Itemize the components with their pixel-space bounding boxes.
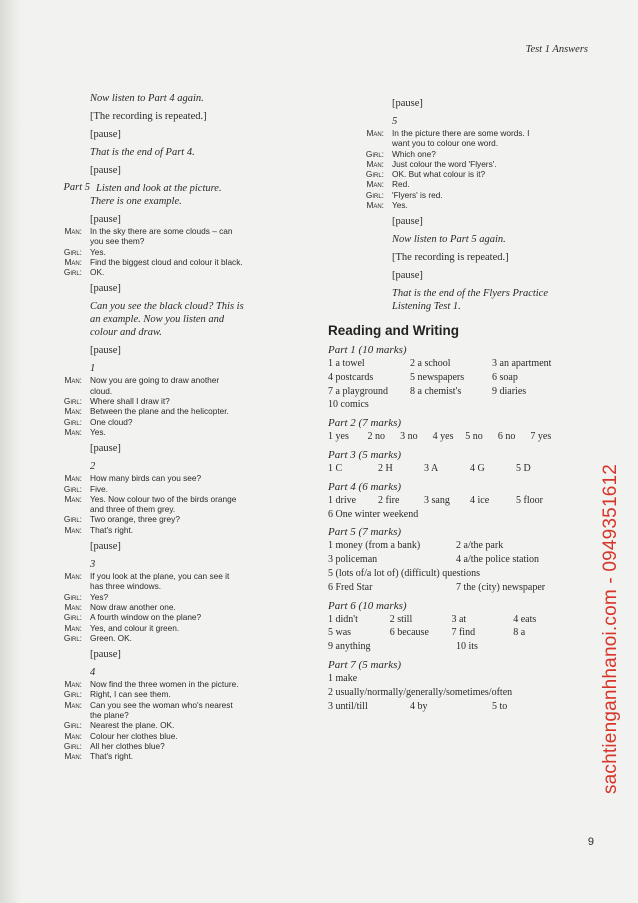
answer-row <box>328 553 563 567</box>
section-title: Reading and Writing <box>328 323 459 339</box>
part-title: Part 6 (10 marks) <box>328 599 407 612</box>
speaker-label: Man: <box>64 473 82 484</box>
speaker-label: Girl: <box>63 514 82 525</box>
dialogue-text: Can you see the woman who's nearest <box>90 699 233 710</box>
speaker-label: Man: <box>64 226 82 236</box>
dialogue-line <box>34 267 325 277</box>
dialogue-text: Just colour the word 'Flyers'. <box>392 158 497 169</box>
speaker-label <box>34 504 90 514</box>
answer-item: 3 no <box>400 431 418 443</box>
answer-item: 3 at <box>451 613 467 625</box>
dialogue-text: you see them? <box>90 236 145 247</box>
watermark-text: sachtienganhhanoi.com - 0949351612 <box>600 463 621 795</box>
dialogue-line <box>34 396 325 406</box>
dialogue-line <box>34 751 325 761</box>
answer-item: 1 didn't <box>328 613 358 625</box>
speaker-label: Girl: <box>63 720 82 731</box>
dialogue-line <box>328 159 563 169</box>
instruction-text: That is the end of the Flyers Practice <box>392 288 549 300</box>
answer-item: 7 find <box>451 627 476 639</box>
answer-item: 5 newspapers <box>410 371 465 383</box>
dialogue-text: Green. OK. <box>90 632 132 643</box>
dialogue-line <box>328 149 563 159</box>
dialogue-text: One cloud? <box>90 416 133 427</box>
listening-continuation <box>328 97 563 313</box>
instruction-text: That is the end of Part 4. <box>90 147 195 158</box>
dialogue-line <box>34 473 325 483</box>
part-label: Part 5 <box>63 182 90 193</box>
dialogue-line <box>34 504 325 514</box>
answer-row <box>328 672 563 686</box>
answer-item: 9 diaries <box>492 385 527 397</box>
instruction-text: There is one example. <box>90 196 182 207</box>
stage-direction: [pause] <box>392 270 423 282</box>
speaker-label <box>34 386 90 396</box>
dialogue-line <box>34 494 325 504</box>
answer-item: 6 Fred Star <box>328 581 373 593</box>
answer-row <box>328 567 563 581</box>
part-title: Part 3 (5 marks) <box>328 448 402 461</box>
dialogue-text: That's right. <box>90 751 134 762</box>
answer-item: 3 policeman <box>328 554 378 566</box>
answer-row <box>328 613 563 627</box>
answer-row <box>328 385 563 399</box>
question-number: 3 <box>90 559 96 571</box>
dialogue-text: Two orange, three grey? <box>90 514 180 525</box>
answer-item: 8 a <box>513 627 526 639</box>
dialogue-line <box>34 689 325 699</box>
instruction-text: Now listen to Part 4 again. <box>90 93 204 104</box>
answer-item: 1 money (from a bank) <box>328 540 421 552</box>
speaker-label: Man: <box>64 622 82 633</box>
stage-direction: [pause] <box>90 345 121 357</box>
dialogue-line <box>34 375 325 385</box>
answer-row <box>328 626 563 640</box>
speaker-label: Girl: <box>63 591 82 602</box>
dialogue-line <box>328 169 563 179</box>
speaker-label: Man: <box>64 493 82 504</box>
dialogue-text: Now find the three women in the picture. <box>90 679 239 690</box>
dialogue-text: Between the plane and the helicopter. <box>90 406 229 417</box>
speaker-label: Man: <box>64 406 82 417</box>
watermark <box>591 418 631 838</box>
answer-item: 4 by <box>410 700 428 712</box>
dialogue-line <box>34 679 325 689</box>
speaker-label: Man: <box>64 699 82 710</box>
dialogue-line <box>34 720 325 730</box>
dialogue-line <box>34 427 325 437</box>
answer-item: 10 its <box>456 641 478 653</box>
answer-item: 4 yes <box>432 431 454 443</box>
stage-direction: [pause] <box>90 283 121 295</box>
speaker-label <box>34 236 90 246</box>
dialogue-line <box>34 623 325 633</box>
dialogue-line <box>34 633 325 643</box>
answer-item: 5 D <box>516 462 531 474</box>
instruction-text: an example. Now you listen and <box>90 314 225 326</box>
answer-item: 4 eats <box>513 613 537 625</box>
dialogue-text: Now you are going to draw another <box>90 375 220 386</box>
answer-row <box>328 581 563 595</box>
dialogue-line <box>328 179 563 189</box>
dialogue-text: has three windows. <box>90 581 162 592</box>
answer-item: 4 a/the police station <box>456 554 540 566</box>
part-title: Part 4 (6 marks) <box>328 480 402 493</box>
dialogue-text: Yes, and colour it green. <box>90 622 180 633</box>
dialogue-text: Now draw another one. <box>90 601 176 612</box>
answer-row <box>328 686 563 700</box>
answer-item: 5 to <box>492 700 508 712</box>
answer-row <box>328 462 563 476</box>
dialogue-line <box>34 741 325 751</box>
dialogue-text: Which one? <box>392 148 436 159</box>
dialogue-line <box>34 417 325 427</box>
stage-direction: [pause] <box>392 98 423 109</box>
speaker-label: Man: <box>64 751 82 762</box>
answer-item: 7 yes <box>530 431 552 443</box>
answer-row <box>328 398 563 412</box>
stage-direction: [pause] <box>90 165 121 176</box>
question-number: 5 <box>392 116 398 127</box>
answer-item: 1 C <box>328 462 343 474</box>
answer-item: 3 until/till <box>328 700 368 712</box>
answer-row <box>328 494 563 508</box>
answer-item: 5 no <box>465 431 483 443</box>
speaker-label <box>34 581 90 591</box>
dialogue-text: Where shall I draw it? <box>90 396 170 407</box>
dialogue-line <box>34 710 325 720</box>
left-column <box>63 92 325 762</box>
answer-item: 1 a towel <box>328 357 365 369</box>
speaker-label: Man: <box>64 601 82 612</box>
dialogue-line <box>328 190 563 200</box>
answer-row <box>328 700 563 714</box>
speaker-label: Girl: <box>365 169 384 180</box>
answer-item: 6 One winter weekend <box>328 508 419 520</box>
answer-item: 2 fire <box>378 494 400 506</box>
answer-item: 2 a school <box>410 357 451 369</box>
answer-item: 2 still <box>389 613 413 625</box>
page-header: Test 1 Answers <box>525 44 588 55</box>
answer-item: 6 soap <box>492 371 518 383</box>
answer-row <box>328 371 563 385</box>
dialogue-text: In the sky there are some clouds – can <box>90 226 233 236</box>
dialogue-line <box>34 386 325 396</box>
stage-direction: [pause] <box>90 443 121 455</box>
speaker-label: Man: <box>366 200 384 211</box>
speaker-label: Girl: <box>63 396 82 407</box>
dialogue-line <box>328 138 563 148</box>
dialogue-text: All her clothes blue? <box>90 740 165 751</box>
dialogue-text: How many birds can you see? <box>90 473 202 484</box>
answer-item: 2 a/the park <box>456 540 504 552</box>
answer-item: 5 floor <box>516 494 543 506</box>
stage-direction: [pause] <box>392 216 423 228</box>
dialogue-line <box>34 484 325 494</box>
speaker-label <box>34 710 90 720</box>
part-title: Part 7 (5 marks) <box>328 658 402 671</box>
speaker-label: Girl: <box>63 246 82 257</box>
stage-direction: [pause] <box>90 541 121 553</box>
answer-item: 1 drive <box>328 494 357 506</box>
dialogue-text: 'Flyers' is red. <box>392 189 443 200</box>
answer-row <box>328 539 563 553</box>
dialogue-line <box>34 592 325 602</box>
stage-direction: [The recording is repeated.] <box>392 252 509 264</box>
dialogue-line <box>34 571 325 581</box>
speaker-label: Girl: <box>63 267 82 278</box>
speaker-label: Man: <box>366 179 384 190</box>
instruction-text: Listen and look at the picture. <box>96 183 222 194</box>
answer-item: 5 was <box>328 627 352 639</box>
dialogue-text: In the picture there are some words. I <box>392 128 530 138</box>
speaker-label: Man: <box>64 679 82 690</box>
dialogue-text: Yes? <box>90 591 109 602</box>
dialogue-line <box>34 700 325 710</box>
speaker-label: Man: <box>366 128 384 138</box>
answer-item: 6 because <box>389 627 429 639</box>
answer-item: 3 an apartment <box>492 357 552 369</box>
dialogue-text: cloud. <box>90 385 113 396</box>
answer-row <box>328 640 563 654</box>
instruction-text: Listening Test 1. <box>392 301 461 313</box>
speaker-label <box>328 138 392 148</box>
answer-item: 7 a playground <box>328 385 388 397</box>
answer-item: 4 postcards <box>328 371 374 383</box>
dialogue-line <box>34 236 325 246</box>
speaker-label: Man: <box>64 256 82 267</box>
answer-row <box>328 430 563 444</box>
speaker-label: Man: <box>64 524 82 535</box>
dialogue-line <box>34 406 325 416</box>
dialogue-text: Five. <box>90 483 108 494</box>
dialogue-line <box>328 128 563 138</box>
question-number: 2 <box>90 461 96 473</box>
dialogue-text: Yes. Now colour two of the birds orange <box>90 493 237 504</box>
dialogue-text: Yes. <box>90 426 106 437</box>
part-title: Part 5 (7 marks) <box>328 526 402 539</box>
answer-item: 1 yes <box>328 431 349 443</box>
instruction-text: Now listen to Part 5 again. <box>392 234 506 246</box>
dialogue-line <box>34 257 325 267</box>
stage-direction: [pause] <box>90 214 121 225</box>
dialogue-line <box>34 612 325 622</box>
answer-item: 1 make <box>328 672 358 684</box>
right-column <box>328 92 563 713</box>
part-title: Part 2 (7 marks) <box>328 417 402 430</box>
answer-item: 2 H <box>378 462 393 474</box>
instruction-text: Can you see the black cloud? This is <box>90 301 244 313</box>
answer-item: 2 no <box>367 431 385 443</box>
speaker-label: Man: <box>64 730 82 741</box>
answer-item: 5 (lots of/a lot of) (difficult) questions <box>328 567 481 579</box>
dialogue-text: Yes. <box>90 246 106 257</box>
dialogue-text: Yes. <box>392 200 408 211</box>
answer-item: 9 anything <box>328 641 371 653</box>
answer-item: 4 G <box>470 462 485 474</box>
dialogue-text: and three of them grey. <box>90 504 176 515</box>
speaker-label: Girl: <box>63 740 82 751</box>
answer-item: 3 A <box>424 462 439 474</box>
speaker-label: Girl: <box>63 483 82 494</box>
speaker-label: Girl: <box>63 689 82 700</box>
answer-item: 6 no <box>497 431 516 443</box>
dialogue-text: OK. <box>90 267 105 278</box>
speaker-label: Man: <box>64 571 82 582</box>
answer-item: 7 the (city) newspaper <box>456 581 546 593</box>
dialogue-text: If you look at the plane, you can see it <box>90 571 230 582</box>
book-spine-shadow <box>0 0 22 903</box>
dialogue-line <box>34 581 325 591</box>
speaker-label: Girl: <box>365 148 384 159</box>
dialogue-text: OK. But what colour is it? <box>392 169 486 180</box>
dialogue-text: Nearest the plane. OK. <box>90 720 175 731</box>
answer-item: 4 ice <box>470 494 490 506</box>
answer-item: 10 comics <box>328 399 369 411</box>
stage-direction: [pause] <box>90 129 121 140</box>
dialogue-text: Right, I can see them. <box>90 689 171 700</box>
dialogue-text: Find the biggest cloud and colour it black. <box>90 256 243 267</box>
dialogue-line <box>34 226 325 236</box>
answer-item: 2 usually/normally/generally/sometimes/often <box>328 686 513 698</box>
speaker-label: Man: <box>64 375 82 386</box>
dialogue-line <box>34 731 325 741</box>
dialogue-line <box>34 514 325 524</box>
dialogue-text: A fourth window on the plane? <box>90 612 202 623</box>
part-title: Part 1 (10 marks) <box>328 343 407 356</box>
question-number: 1 <box>90 363 96 375</box>
page-number: 9 <box>587 836 594 848</box>
dialogue-text: Red. <box>392 179 410 190</box>
answer-item: 8 a chemist's <box>410 385 462 397</box>
dialogue-line <box>34 602 325 612</box>
speaker-label: Girl: <box>365 189 384 200</box>
dialogue-text: Colour her clothes blue. <box>90 730 178 741</box>
stage-direction: [pause] <box>90 649 121 661</box>
speaker-label: Girl: <box>63 416 82 427</box>
answer-item: 3 sang <box>424 494 450 506</box>
answer-row <box>328 508 563 522</box>
speaker-label: Girl: <box>63 612 82 623</box>
answer-parts <box>328 343 563 713</box>
speaker-label: Man: <box>64 426 82 437</box>
answer-row <box>328 357 563 371</box>
dialogue-text: That's right. <box>90 524 134 535</box>
dialogue-line <box>328 200 563 210</box>
speaker-label: Girl: <box>63 632 82 643</box>
dialogue-text: the plane? <box>90 710 129 721</box>
dialogue-text: want you to colour one word. <box>392 138 499 149</box>
dialogue-line <box>34 247 325 257</box>
dialogue-line <box>34 525 325 535</box>
stage-direction: [The recording is repeated.] <box>90 111 207 122</box>
speaker-label: Man: <box>366 158 384 169</box>
question-number: 4 <box>90 667 96 679</box>
instruction-text: colour and draw. <box>90 327 162 339</box>
part-heading-line <box>63 182 325 195</box>
